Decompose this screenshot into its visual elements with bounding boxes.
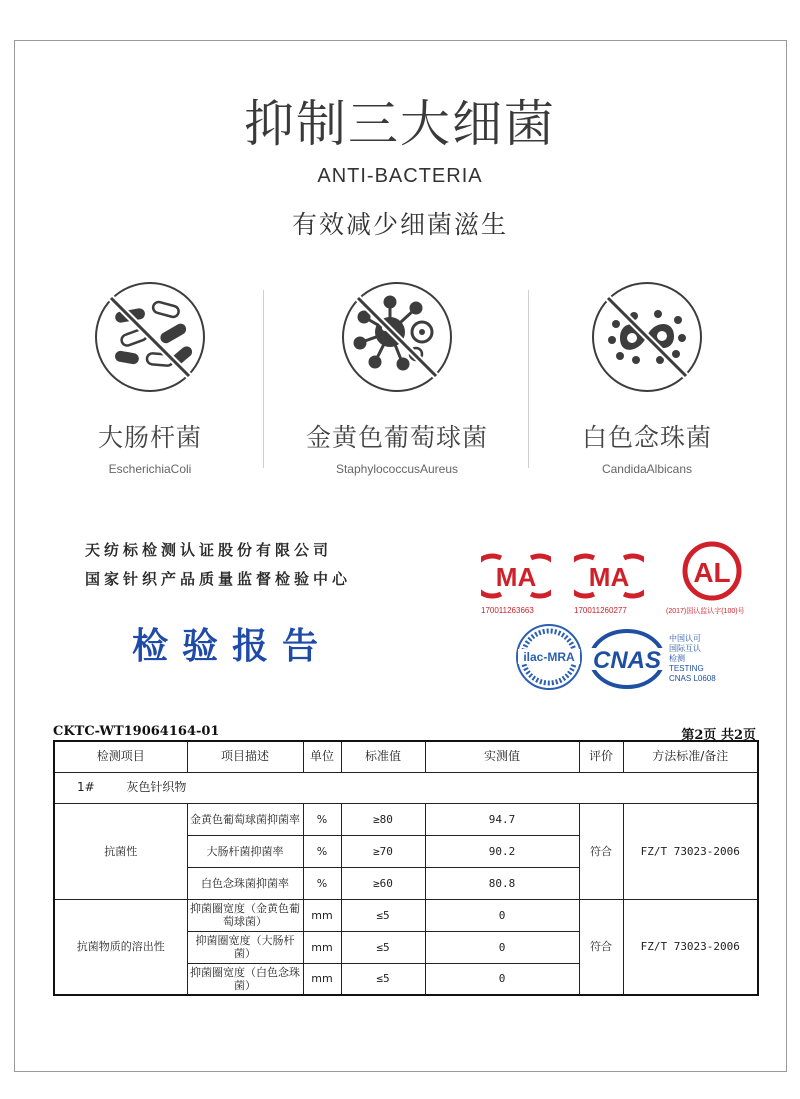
ilac-text: ilac-MRA (523, 650, 575, 664)
report-title: 检验报告 (132, 625, 333, 667)
bacteria-name-en: StaphylococcusAureus (335, 462, 459, 476)
test-item: 抗菌物质的溶出性 (54, 899, 187, 995)
table-row (54, 899, 758, 931)
column-header: 项目描述 (187, 741, 303, 772)
test-result-table (53, 740, 759, 996)
sample-id: 1# (77, 780, 95, 794)
ilac-mra-logo (514, 620, 584, 694)
standard-value: ≤5 (341, 963, 425, 995)
subtitle-english: ANTI-BACTERIA (317, 165, 483, 187)
org-name-line1: 天纺标检测认证股份有限公司 (85, 541, 333, 559)
document-number: CKTC-WT19064164-01 (53, 724, 220, 739)
table-row (54, 803, 758, 835)
cnas-caption: 中国认可 国际互认 检测 TESTING CNAS L0608 (669, 634, 716, 683)
evaluation: 符合 (579, 803, 623, 899)
column-header: 方法标准/备注 (623, 741, 758, 772)
unit: % (303, 803, 341, 835)
divider (263, 290, 264, 468)
divider (528, 290, 529, 468)
item-description: 大肠杆菌抑菌率 (187, 835, 303, 867)
no-rod-bacteria-icon (93, 280, 207, 394)
evaluation: 符合 (579, 899, 623, 995)
item-description: 抑菌圈宽度（大肠杆菌） (187, 931, 303, 963)
bacteria-name-cn: 大肠杆菌 (97, 423, 202, 452)
measured-value: 80.8 (425, 867, 579, 899)
org-name-line2: 国家针织产品质量监督检验中心 (85, 570, 352, 588)
bacteria-name-cn: 金黄色葡萄球菌 (305, 423, 488, 452)
page-number: 第2页 共2页 (681, 728, 756, 743)
column-header: 评价 (579, 741, 623, 772)
no-candida-icon (590, 280, 704, 394)
table-header-row (54, 741, 758, 772)
column-header: 标准值 (341, 741, 425, 772)
no-staphylococcus-icon (340, 280, 454, 394)
item-description: 金黄色葡萄球菌抑菌率 (187, 803, 303, 835)
standard-value: ≥60 (341, 867, 425, 899)
column-header: 单位 (303, 741, 341, 772)
method-standard: FZ/T 73023-2006 (623, 899, 758, 995)
unit: mm (303, 899, 341, 931)
bacteria-card-ecoli (50, 280, 250, 476)
measured-value: 90.2 (425, 835, 579, 867)
bacteria-card-staphylococcus (297, 280, 497, 476)
cma-number: 170011263663 (481, 606, 534, 615)
unit: % (303, 867, 341, 899)
bacteria-name-en: EscherichiaColi (108, 462, 192, 476)
standard-value: ≤5 (341, 899, 425, 931)
cma-text: MA (588, 562, 630, 592)
cnas-text: CNAS (592, 647, 662, 674)
bacteria-name-en: CandidaAlbicans (601, 462, 693, 476)
column-header: 检测项目 (54, 741, 187, 772)
column-header: 实测值 (425, 741, 579, 772)
unit: mm (303, 963, 341, 995)
cma-logo (574, 552, 644, 600)
cal-caption: (2017)国认监认字(100)号 (666, 608, 745, 615)
cma-number: 170011260277 (574, 606, 627, 615)
bacteria-name-cn: 白色念珠菌 (581, 423, 712, 452)
item-description: 白色念珠菌抑菌率 (187, 867, 303, 899)
item-description: 抑菌圈宽度（金黄色葡萄球菌） (187, 899, 303, 931)
subtitle-chinese: 有效减少细菌滋生 (291, 210, 508, 239)
standard-value: ≤5 (341, 931, 425, 963)
measured-value: 0 (425, 963, 579, 995)
cal-logo (680, 540, 744, 602)
page-title: 抑制三大细菌 (244, 95, 556, 153)
measured-value: 0 (425, 931, 579, 963)
measured-value: 0 (425, 899, 579, 931)
standard-value: ≥70 (341, 835, 425, 867)
sample-row (54, 772, 758, 803)
sample-name: 灰色针织物 (126, 780, 187, 794)
cma-text: MA (495, 562, 537, 592)
cal-text: AL (693, 557, 731, 588)
test-item: 抗菌性 (54, 803, 187, 899)
cnas-logo (588, 628, 666, 690)
cma-logo (481, 552, 551, 600)
unit: % (303, 835, 341, 867)
bacteria-card-candida (547, 280, 747, 476)
measured-value: 94.7 (425, 803, 579, 835)
item-description: 抑菌圈宽度（白色念珠菌） (187, 963, 303, 995)
method-standard: FZ/T 73023-2006 (623, 803, 758, 899)
standard-value: ≥80 (341, 803, 425, 835)
unit: mm (303, 931, 341, 963)
